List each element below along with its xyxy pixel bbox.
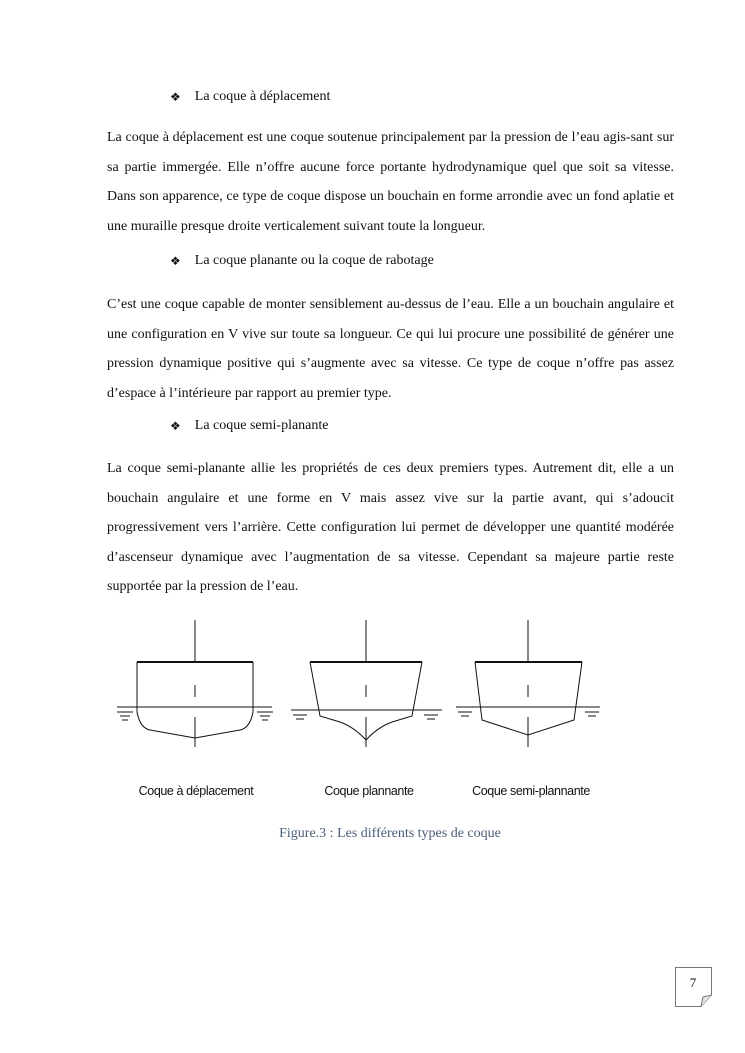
- heading-text: La coque à déplacement: [194, 89, 331, 104]
- page-number-box: [675, 967, 713, 1007]
- figure-caption: Figure.3 : Les différents types de coque: [279, 826, 501, 841]
- diamond-bullet-icon: ❖: [170, 89, 181, 104]
- section-heading-semi-planante: [170, 418, 328, 434]
- diamond-bullet-icon: ❖: [170, 418, 181, 433]
- heading-text: La coque semi-planante: [194, 418, 329, 433]
- section-heading-deplacement: [170, 89, 330, 105]
- paragraph-deplacement: La coque à déplacement est une coque soutenue principalement par la pression de l’eau agis-sant sur sa partie immergée. Elle n’offre aucune force portante hydrodynamique quel que soit sa vitesse. Dans son apparence, ce type de coque dispose un bouchain en forme arrondie avec un fond aplatie et une muraille presque droite verticalement suivant toute la longueur.: [107, 130, 674, 234]
- section-heading-planante: [170, 253, 434, 269]
- hull-label-planing: Coque plannante: [324, 784, 414, 798]
- page-number: 7: [689, 975, 697, 990]
- paragraph-semi-planante: La coque semi-planante allie les propriétés de ces deux premiers types. Autrement dit, elle a un bouchain angulaire et une forme en V mais assez vive sur la partie avant, qui s’adoucit progressivement vers l’arrière. Cette configuration lui permet de développer une quantité modérée d’ascenseur dynamique avec l’augmentation de sa vitesse. Cependant sa majeure partie reste supportée par la pression de l’eau.: [107, 461, 674, 594]
- hull-displacement-drawing: [117, 620, 273, 747]
- heading-text: La coque planante ou la coque de rabotage: [194, 253, 434, 268]
- hull-semi-planing-drawing: [456, 620, 600, 747]
- hull-label-semi-planing: Coque semi-plannante: [472, 784, 590, 798]
- hull-planing-drawing: [291, 620, 442, 747]
- hull-label-displacement: Coque à déplacement: [138, 784, 254, 798]
- diamond-bullet-icon: ❖: [170, 253, 181, 268]
- hull-types-figure: [0, 600, 745, 810]
- paragraph-planante: C’est une coque capable de monter sensiblement au-dessus de l’eau. Elle a un bouchain angulaire et une configuration en V vive sur toute sa longueur. Ce qui lui procure une possibilité de générer une pression dynamique positive qui s’augmente avec sa vitesse. Ce type de coque n’offre pas assez d’espace à l’intérieure par rapport au premier type.: [107, 297, 674, 401]
